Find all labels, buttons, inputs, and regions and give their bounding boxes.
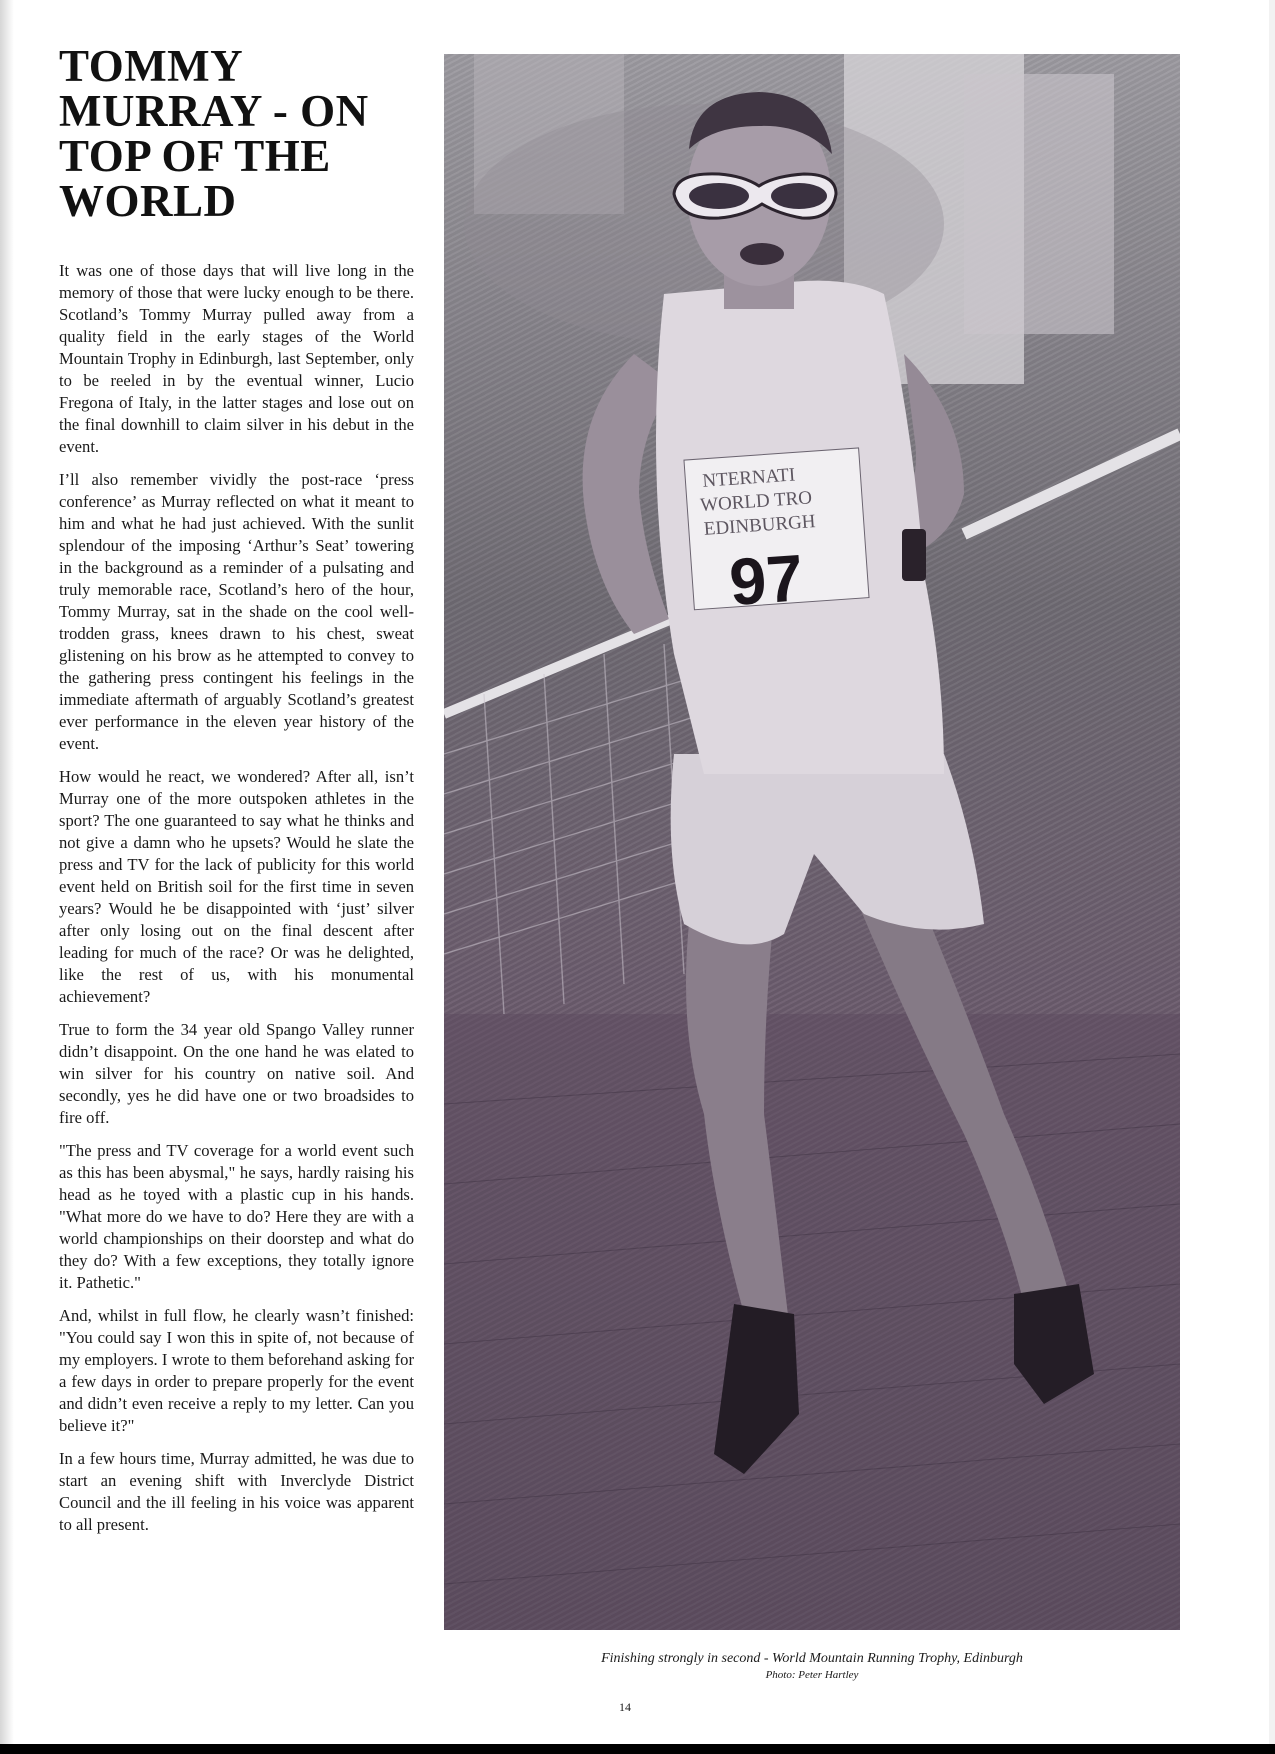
article-headline: TOMMY MURRAY - ON TOP OF THE WORLD <box>59 41 369 226</box>
article-body <box>59 260 414 1547</box>
wristwatch <box>902 529 926 581</box>
bib-text-line: WORLD TRO <box>699 487 813 517</box>
runner-photo <box>444 54 1180 1630</box>
spectator-shape <box>964 74 1114 334</box>
article-paragraph: I’ll also remember vividly the post-race ‘press conference’ as Murray reflected on what it meant to him and what he had just achieved. With the sunlit splendour of the imposing ‘Arthur’s Seat’ towering in the background as a reminder of a pulsating and truly memorable race, Scotland’s hero of the hour, Tommy Murray, sat in the shade on the cool well-trodden grass, knees drawn to his chest, sweat glistening on his brow as he attempted to convey to the gathering press contingent his feelings in the immediate aftermath of arguably Scotland’s greatest ever performance in the eleven year history of the event. <box>59 470 414 753</box>
scan-bottom-edge <box>0 1744 1275 1754</box>
article-paragraph: In a few hours time, Murray admitted, he was due to start an evening shift with Inverclyde District Council and the ill feeling in his voice was apparent to all present. <box>59 1449 414 1534</box>
course-tape <box>964 434 1180 534</box>
bib-text-line: NTERNATI <box>701 464 796 492</box>
photo-caption: Finishing strongly in second - World Mountain Running Trophy, Edinburgh <box>601 1651 1023 1666</box>
article-paragraph: It was one of those days that will live long in the memory of those that were lucky enough to be there. Scotland’s Tommy Murray pulled away from a quality field in the early stages of the World Mountain Trophy in Edinburgh, last September, only to be reeled in by the eventual winner, Lucio Fregona of Italy, in the latter stages and lose out on the final downhill to claim silver in his debut in the event. <box>59 261 414 456</box>
running-shorts <box>671 754 984 944</box>
runner-illustration <box>444 54 1180 1630</box>
article-paragraph: And, whilst in full flow, he clearly wasn’t finished: "You could say I won this in spite of, not because of my employers. I wrote to them beforehand asking for a few days in order to prepare properly for the event and didn’t even receive a reply to my letter. Can you believe it?" <box>59 1306 414 1435</box>
article-paragraph: True to form the 34 year old Spango Valley runner didn’t disappoint. On the one hand he was elated to win silver for his country on native soil. And secondly, yes he did have one or two broadsides to fire off. <box>59 1020 414 1127</box>
bib-text-line: EDINBURGH <box>703 511 817 540</box>
article-paragraph: "The press and TV coverage for a world event such as this has been abysmal," he says, hardly raising his head as he toyed with a plastic cup in his hands. "What more do we have to do? Here they are with a world championships on their doorstep and what do they do? With a few exceptions, they totally ignore it. Pathetic." <box>59 1141 414 1292</box>
page-edge-shadow <box>0 0 14 1754</box>
article-paragraph: How would he react, we wondered? After all, isn’t Murray one of the more outspoken athletes in the sport? The one guaranteed to say what he thinks and not give a damn who he upsets? Would he slate the press and TV for the lack of publicity for this world event held on British soil for the first time in seven years? Would he be disappointed with ‘just’ silver after only losing out on the final descent after leading for much of the race? Or was he delighted, like the rest of us, with his monumental achievement? <box>59 767 414 1006</box>
photo-credit: Photo: Peter Hartley <box>765 1669 859 1681</box>
page-number: 14 <box>619 1700 631 1714</box>
page-edge-right <box>1269 0 1275 1754</box>
runner-mouth <box>740 243 784 265</box>
course-tape <box>444 614 684 714</box>
sunglasses-lens <box>689 183 749 209</box>
sunglasses-lens <box>771 183 827 209</box>
bib-number: 97 <box>727 540 806 620</box>
